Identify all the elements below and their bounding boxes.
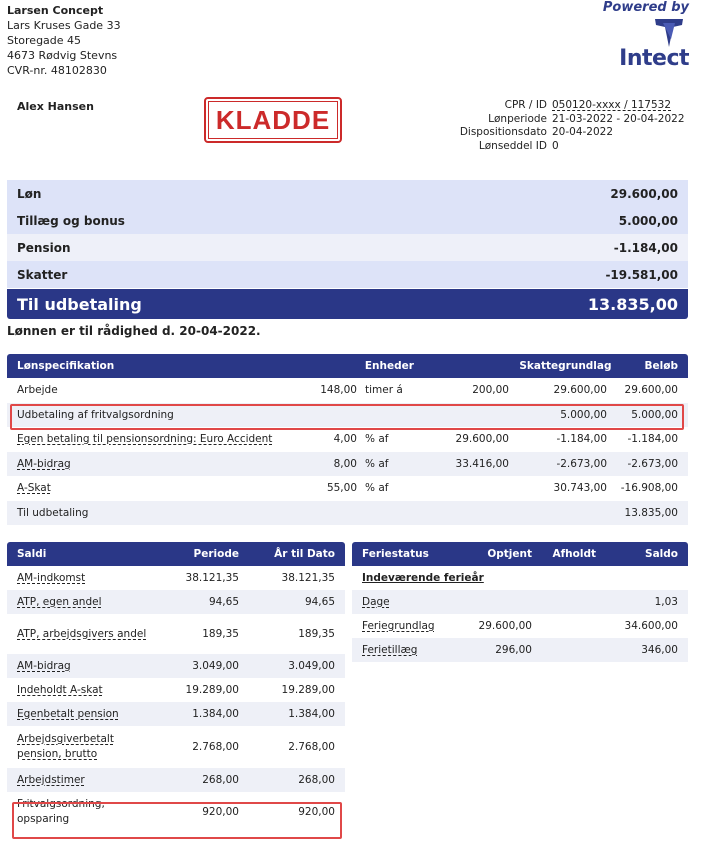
summary-label: Tillæg og bonus [17,213,125,228]
table-row [7,702,345,726]
vacation-item-link[interactable]: Feriegrundlag [362,620,435,632]
table-row [7,614,345,654]
balance-item-link[interactable]: ATP, arbejdsgivers andel [17,627,147,640]
spec-item-link[interactable]: A-Skat [17,482,51,495]
summary-label: Løn [17,186,42,201]
spec-qty: 8,00 [333,457,357,470]
spec-rows [7,378,688,525]
section-row [352,566,688,590]
meta-value: 0 [552,139,559,152]
balance-rows [7,566,345,832]
table-row [7,452,688,477]
balance-ytd: 920,00 [298,806,335,818]
availability-notice: Lønnen er til rådighed d. 20-04-2022. [7,324,261,338]
table-header [7,542,345,566]
table-row [352,614,688,638]
summary-label: Skatter [17,267,68,282]
spec-taxbase: -1.184,00 [556,433,607,446]
col-header-spec: Lønspecifikation [17,360,115,372]
pay-specification-table [7,354,688,525]
meta-row [430,113,692,127]
summary-value: 5.000,00 [618,213,678,228]
balance-period: 38.121,35 [185,572,239,584]
table-row [7,476,688,501]
spec-item: Til udbetaling [17,506,89,519]
summary-value: -1.184,00 [613,240,678,255]
table-row [7,427,688,452]
meta-label: Lønperiode [488,112,547,125]
table-row [352,638,688,662]
spec-item: Udbetaling af fritvalgsordning [17,408,174,421]
spec-taxbase: 29.600,00 [553,384,607,397]
meta-value: 21-03-2022 - 20-04-2022 [552,112,685,125]
summary-row [7,207,688,234]
address-line: Lars Kruses Gade 33 [7,19,121,32]
intect-brand: Intect [619,46,689,71]
cvr-number: CVR-nr. 48102830 [7,64,107,77]
balance-ytd: 268,00 [298,774,335,786]
balance-period: 3.049,00 [192,660,239,672]
highlight-box [12,802,342,839]
pay-summary [7,180,688,319]
spec-qty: 148,00 [320,384,357,397]
spec-amount: -1.184,00 [627,433,678,446]
vacation-balance: 1,03 [654,596,678,608]
summary-row [7,261,688,288]
balance-item-link[interactable]: Arbejdstimer [17,773,85,786]
spec-unit: % af [365,482,389,495]
powered-by [589,0,689,71]
spec-amount: -2.673,00 [627,457,678,470]
spec-qty: 55,00 [326,482,357,495]
spec-rate: 29.600,00 [455,433,509,446]
table-row [7,590,345,614]
summary-value: -19.581,00 [605,267,678,282]
vacation-balance: 34.600,00 [624,620,678,632]
balance-period: 920,00 [202,806,239,818]
balance-period: 94,65 [208,596,239,608]
meta-label: Lønseddel ID [478,139,547,152]
table-row [7,566,345,590]
balance-item-link[interactable]: AM-bidrag [17,659,71,672]
col-header-balance: Saldo [645,548,678,560]
vacation-earned: 296,00 [495,644,532,656]
balance-period: 1.384,00 [192,708,239,720]
summary-row [7,234,688,261]
spec-unit: % af [365,433,389,446]
meta-row [430,99,692,113]
meta-value: 20-04-2022 [552,126,614,138]
summary-label: Pension [17,240,71,255]
highlight-box [10,404,684,430]
col-header-units: Enheder [364,360,414,372]
spec-amount: 29.600,00 [624,384,678,397]
balance-period: 2.768,00 [192,741,239,753]
balance-period: 19.289,00 [185,684,239,696]
col-header-ytd: År til Dato [274,548,335,560]
spec-unit: timer á [365,384,403,397]
net-pay-label: Til udbetaling [17,294,142,314]
meta-label: Dispositionsdato [459,126,547,138]
balance-ytd: 1.384,00 [288,708,335,720]
spec-amount: -16.908,00 [620,482,678,495]
spec-taxbase: -2.673,00 [556,457,607,470]
balance-ytd: 3.049,00 [288,660,335,672]
balance-period: 189,35 [202,628,239,640]
table-row [7,726,345,768]
draft-stamp [204,97,342,143]
balance-item-link[interactable]: AM-indkomst [17,571,86,584]
balance-ytd: 94,65 [304,596,335,608]
payslip-meta [430,99,692,153]
vacation-year-heading: Indeværende ferieår [362,572,484,584]
balance-ytd: 189,35 [298,628,335,640]
net-pay-value: 13.835,00 [587,294,678,314]
table-row [352,590,688,614]
summary-row [7,180,688,207]
balance-ytd: 19.289,00 [281,684,335,696]
company-address [7,3,121,78]
col-header-amount: Beløb [644,360,678,372]
balance-item: Fritvalgsordning, opsparing [17,798,105,825]
balance-ytd: 38.121,35 [281,572,335,584]
vacation-status-table [352,542,688,662]
spec-taxbase: 5.000,00 [560,408,607,421]
vacation-item-link[interactable]: Ferietillæg [362,644,418,656]
col-header-vacation: Feriestatus [362,548,429,560]
spec-taxbase: 30.743,00 [553,482,607,495]
draft-stamp-text: KLADDE [208,101,338,139]
net-pay-total [7,289,688,319]
powered-by-label: Powered by [602,0,689,15]
table-row [7,378,688,403]
company-name: Larsen Concept [7,4,104,17]
balances-table [7,542,345,832]
summary-value: 29.600,00 [610,186,678,201]
table-row [7,678,345,702]
balance-item-link[interactable]: Arbejdsgiverbetalt pension, brutto [17,733,114,760]
spec-unit: % af [365,457,389,470]
cpr-id-link[interactable]: 050120-xxxx / 117532 [552,99,672,111]
col-header-taken: Afholdt [552,548,596,560]
balance-item-link[interactable]: ATP, egen andel [17,595,102,608]
spec-item: Arbejde [17,384,58,397]
vacation-balance: 346,00 [641,644,678,656]
address-line: Storegade 45 [7,34,82,47]
spec-rate: 200,00 [472,384,509,397]
table-header [7,354,688,378]
col-header-balances: Saldi [17,547,47,560]
table-header [352,542,688,566]
meta-label: CPR / ID [504,99,547,111]
spec-amount: 13.835,00 [624,506,678,519]
balance-item-link[interactable]: Indeholdt A-skat [17,683,103,696]
table-row [7,654,345,678]
balance-period: 268,00 [202,774,239,786]
spec-rate: 33.416,00 [455,457,509,470]
meta-row [430,126,692,140]
balance-ytd: 2.768,00 [288,741,335,753]
spec-item-link[interactable]: Egen betaling til pensionsordning: Euro Accident [17,433,273,446]
col-header-period: Periode [193,548,239,560]
vacation-item-link[interactable]: Dage [362,596,390,608]
table-row [7,768,345,792]
address-line: 4673 Rødvig Stevns [7,49,118,62]
spec-amount: 5.000,00 [631,408,678,421]
balance-item-link[interactable]: Egenbetalt pension [17,707,119,720]
intect-logo-icon [649,17,689,49]
vacation-earned: 29.600,00 [478,620,532,632]
vacation-rows [352,566,688,662]
spec-item-link[interactable]: AM-bidrag [17,457,71,470]
col-header-earned: Optjent [487,548,532,560]
employee-name: Alex Hansen [17,100,94,113]
col-header-taxbase: Skattegrundlag [519,360,612,372]
table-row [7,501,688,526]
spec-qty: 4,00 [333,433,357,446]
meta-row [430,140,692,154]
